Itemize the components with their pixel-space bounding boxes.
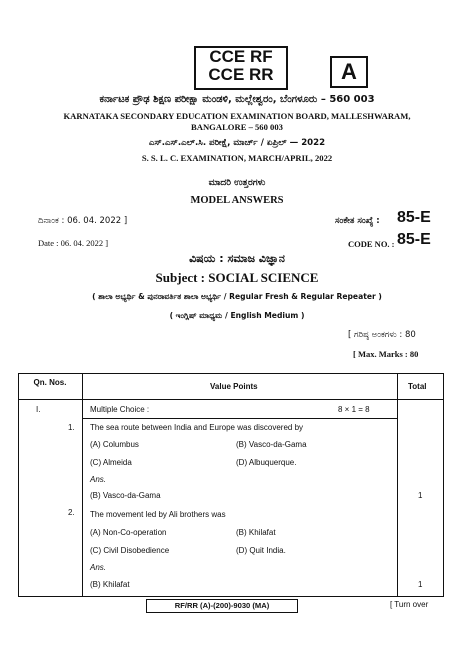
cce-rr-label: CCE RR <box>208 65 274 84</box>
q2-option-b: (B) Khilafat <box>236 528 276 537</box>
board-name-english-2: BANGALORE – 560 003 <box>191 122 283 132</box>
turn-over: [ Turn over <box>390 600 429 609</box>
medium-line: ( ಇಂಗ್ಲಿಷ್ ಮಾಧ್ಯಮ / English Medium ) <box>169 311 305 320</box>
q1-number: 1. <box>68 423 75 432</box>
section-marks: 8 × 1 = 8 <box>338 405 370 414</box>
col-header-value: Value Points <box>210 382 258 391</box>
q2-ans-label: Ans. <box>90 563 107 572</box>
col-divider-2 <box>397 373 398 597</box>
col-header-qn: Qn. Nos. <box>33 378 67 387</box>
board-name-english-1: KARNATAKA SECONDARY EDUCATION EXAMINATION BOARD, MALLESHWARAM, <box>63 111 411 121</box>
exam-title-kannada: ಎಸ್.ಎಸ್.ಎಲ್.ಸಿ. ಪರೀಕ್ಷೆ, ಮಾರ್ಚ್ / ಏಪ್ರಿಲ್ — 2022 <box>148 138 326 148</box>
q1-option-c: (C) Almeida <box>90 458 132 467</box>
q2-option-d: (D) Quit India. <box>236 546 286 555</box>
candidate-type: ( ಶಾಲಾ ಅಭ್ಯರ್ಥಿ & ಪುನರಾವರ್ತಿತ ಶಾಲಾ ಅಭ್ಯರ್ಥಿ / Regular Fresh & Regular Repeater ) <box>92 292 382 301</box>
q1-option-b: (B) Vasco-da-Gama <box>236 440 307 449</box>
q2-number: 2. <box>68 508 75 517</box>
q2-text: The movement led by Ali brothers was <box>90 510 226 519</box>
footer-code: RF/RR (A)-(200)-9030 (MA) <box>146 599 298 613</box>
q2-option-a: (A) Non-Co-operation <box>90 528 167 537</box>
model-answers-kannada: ಮಾದರಿ ಉತ್ತರಗಳು <box>208 178 266 188</box>
q1-option-a: (A) Columbus <box>90 440 139 449</box>
section-label: Multiple Choice : <box>90 405 150 414</box>
code-label-kannada: ಸಂಕೇತ ಸಂಖ್ಯೆ : <box>335 216 380 226</box>
code-value-english: 85-E <box>397 231 431 248</box>
cce-rf-label: CCE RF <box>209 47 273 66</box>
subject-english: Subject : SOCIAL SCIENCE <box>155 270 319 285</box>
q1-answer: (B) Vasco-da-Gama <box>90 491 161 500</box>
board-name-kannada: ಕರ್ನಾಟಕ ಪ್ರೌಢ ಶಿಕ್ಷಣ ಪರೀಕ್ಷಾ ಮಂಡಳಿ, ಮಲ್ಲೇಶ್ವರಂ, ಬೆಂಗಳೂರು – 560 003 <box>99 94 375 105</box>
max-marks-kannada: [ ಗರಿಷ್ಠ ಅಂಕಗಳು : 80 <box>348 330 416 340</box>
col-divider-1 <box>82 373 83 597</box>
q2-answer: (B) Khilafat <box>90 580 130 589</box>
max-marks-english: [ Max. Marks : 80 <box>353 349 419 359</box>
q1-option-d: (D) Albuquerque. <box>236 458 297 467</box>
q1-ans-label: Ans. <box>90 475 107 484</box>
section-divider <box>82 418 397 419</box>
model-answers-english: MODEL ANSWERS <box>190 195 284 206</box>
q1-text: The sea route between India and Europe was discovered by <box>90 423 304 432</box>
col-header-total: Total <box>408 382 427 391</box>
code-label-english: CODE NO. : <box>348 239 395 249</box>
date-english: Date : 06. 04. 2022 ] <box>38 238 109 248</box>
version-box: A <box>330 56 368 88</box>
q2-option-c: (C) Civil Disobedience <box>90 546 170 555</box>
exam-title-english: S. S. L. C. EXAMINATION, MARCH/APRIL, 2022 <box>141 153 333 163</box>
q1-total: 1 <box>418 491 423 500</box>
code-value-kannada: 85-E <box>397 209 431 226</box>
subject-kannada: ವಿಷಯ : ಸಮಾಜ ವಿಜ್ಞಾನ <box>189 252 285 265</box>
q2-total: 1 <box>418 580 423 589</box>
cce-box <box>194 46 288 90</box>
date-kannada: ದಿನಾಂಕ : 06. 04. 2022 ] <box>38 216 128 226</box>
section-number: I. <box>36 405 41 414</box>
